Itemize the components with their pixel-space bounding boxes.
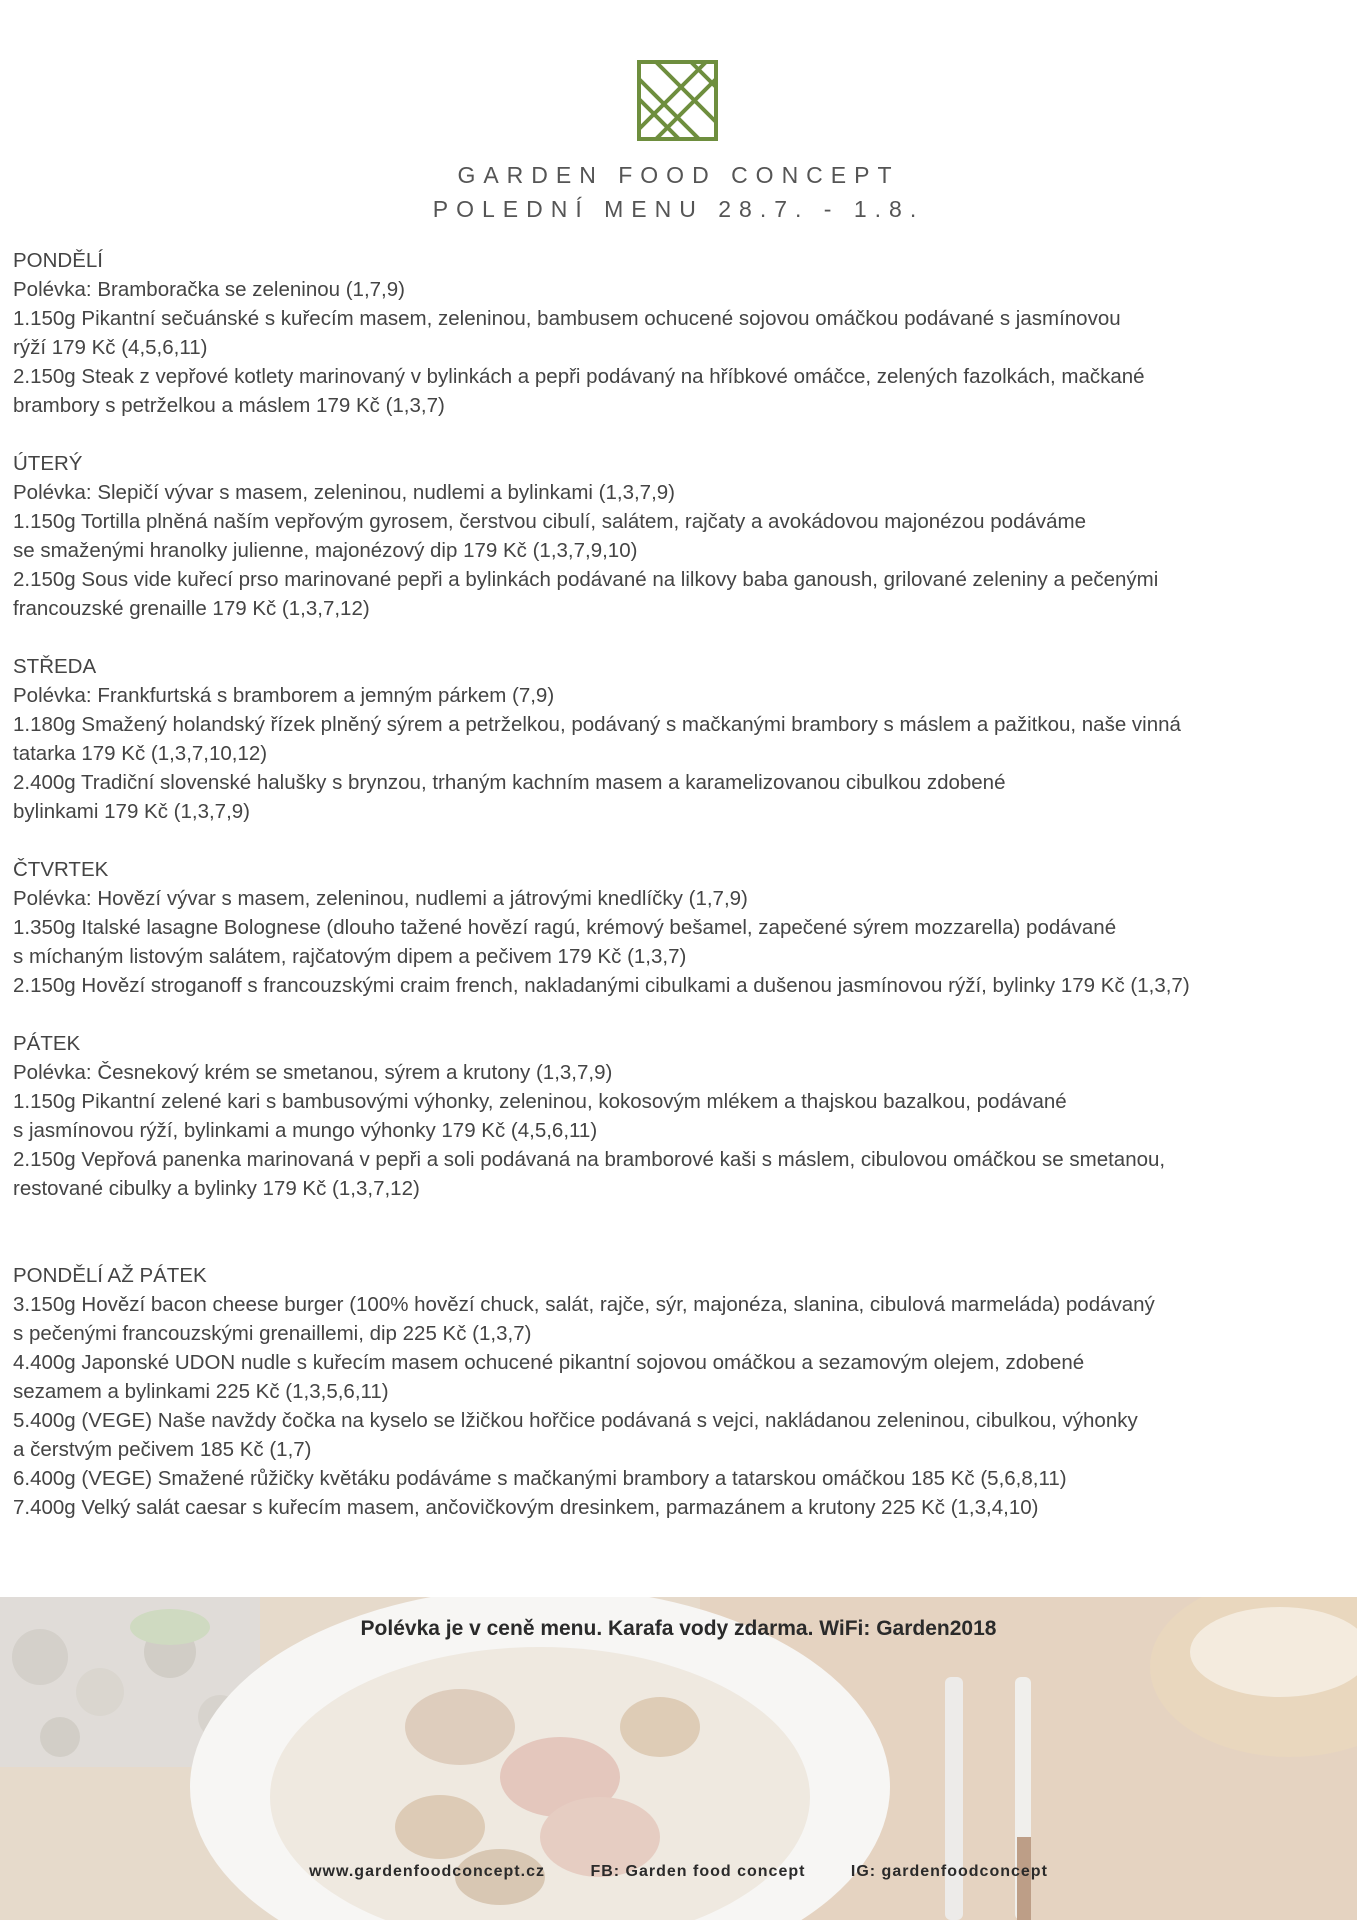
menu-line: francouzské grenaille 179 Kč (1,3,7,12): [13, 597, 370, 620]
brand-block: [0, 158, 1357, 226]
logo-icon: [636, 59, 719, 142]
day-name: PONDĚLÍ: [13, 249, 103, 272]
menu-line: 1.180g Smažený holandský řízek plněný sýrem a petrželkou, podávaný s mačkanými brambory s máslem a pažitkou, naše vinná: [13, 713, 1181, 736]
website-link[interactable]: www.gardenfoodconcept.cz: [309, 1863, 545, 1880]
menu-line: s jasmínovou rýží, bylinkami a mungo výhonky 179 Kč (4,5,6,11): [13, 1119, 598, 1142]
spacer: [13, 1232, 1348, 1261]
menu-line: sezamem a bylinkami 225 Kč (1,3,5,6,11): [13, 1380, 389, 1403]
menu-line: restované cibulky a bylinky 179 Kč (1,3,7,12): [13, 1177, 420, 1200]
menu-line: 2.150g Vepřová panenka marinovaná v pepři a soli podávaná na bramborové kaši s máslem, cibulovou omáčkou se smetanou,: [13, 1148, 1166, 1171]
menu-line: 1.150g Pikantní sečuánské s kuřecím masem, zeleninou, bambusem ochucené sojovou omáčkou podávané s jasmínovou: [13, 307, 1121, 330]
menu-line: bylinkami 179 Kč (1,3,7,9): [13, 800, 251, 823]
footer-note: Polévka je v ceně menu. Karafa vody zdarma. WiFi: Garden2018: [360, 1617, 997, 1640]
menu-line: se smaženými hranolky julienne, majonézový dip 179 Kč (1,3,7,9,10): [13, 539, 638, 562]
menu-line: 5.400g (VEGE) Naše navždy čočka na kyselo se lžičkou hořčice podávaná s vejci, nakládanou zeleninou, cibulkou, výhonky: [13, 1409, 1138, 1432]
day-tuesday: [13, 449, 1348, 623]
day-friday: [13, 1029, 1348, 1203]
menu-line: 1.350g Italské lasagne Bolognese (dlouho tažené hovězí ragú, krémový bešamel, zapečené sýrem mozzarella) podávané: [13, 916, 1117, 939]
menu-line: 3.150g Hovězí bacon cheese burger (100% hovězí chuck, salát, rajče, sýr, majonéza, slanina, cibulová marmeláda) podávaný: [13, 1293, 1155, 1316]
day-wednesday: [13, 652, 1348, 826]
menu-line: 7.400g Velký salát caesar s kuřecím masem, ančovičkovým dresinkem, parmazánem a krutony 225 Kč (1,3,4,10): [13, 1496, 1039, 1519]
day-name: ČTVRTEK: [13, 858, 109, 881]
footer-links: [0, 1863, 1357, 1881]
day-name: STŘEDA: [13, 655, 97, 678]
menu-line: 2.150g Steak z vepřové kotlety marinovaný v bylinkách a pepři podávaný na hříbkové omáčce, zelených fazolkách, mačkané: [13, 365, 1145, 388]
menu-line: 1.150g Tortilla plněná naším vepřovým gyrosem, čerstvou cibulí, salátem, rajčaty a avokádovou majonézou podáváme: [13, 510, 1087, 533]
menu-line: brambory s petrželkou a máslem 179 Kč (1,3,7): [13, 394, 445, 417]
menu-line: 1.150g Pikantní zelené kari s bambusovými výhonky, zeleninou, kokosovým mlékem a thajskou bazalkou, podávané: [13, 1090, 1067, 1113]
menu-line: 2.150g Hovězí stroganoff s francouzskými craim french, nakladanými cibulkami a dušenou jasmínovou rýží, bylinky 179 Kč (1,3,7): [13, 974, 1190, 997]
footer-banner: [0, 1597, 1357, 1920]
menu-line: s míchaným listovým salátem, rajčatovým dipem a pečivem 179 Kč (1,3,7): [13, 945, 687, 968]
menu-line: Polévka: Bramboračka se zeleninou (1,7,9): [13, 278, 405, 301]
weekly-menu: [13, 246, 1348, 1551]
menu-line: s pečenými francouzskými grenaillemi, dip 225 Kč (1,3,7): [13, 1322, 532, 1345]
menu-line: Polévka: Slepičí vývar s masem, zeleninou, nudlemi a bylinkami (1,3,7,9): [13, 481, 675, 504]
menu-line: Polévka: Hovězí vývar s masem, zeleninou, nudlemi a játrovými knedlíčky (1,7,9): [13, 887, 748, 910]
menu-line: tatarka 179 Kč (1,3,7,10,12): [13, 742, 268, 765]
day-name: PÁTEK: [13, 1032, 81, 1055]
day-name: PONDĚLÍ AŽ PÁTEK: [13, 1264, 207, 1287]
menu-line: a čerstvým pečivem 185 Kč (1,7): [13, 1438, 312, 1461]
day-name: ÚTERÝ: [13, 452, 83, 475]
menu-line: Polévka: Frankfurtská s bramborem a jemným párkem (7,9): [13, 684, 555, 707]
instagram-link[interactable]: IG: gardenfoodconcept: [850, 1863, 1048, 1880]
menu-line: 4.400g Japonské UDON nudle s kuřecím masem ochucené pikantní sojovou omáčkou a sezamovým olejem, zdobené: [13, 1351, 1085, 1374]
brand-name: GARDEN FOOD CONCEPT: [457, 162, 900, 188]
day-monday: [13, 246, 1348, 420]
day-thursday: [13, 855, 1348, 1000]
menu-line: 2.400g Tradiční slovenské halušky s brynzou, trhaným kachním masem a karamelizovanou cibulkou zdobené: [13, 771, 1006, 794]
menu-line: 2.150g Sous vide kuřecí prso marinované pepři a bylinkách podávané na lilkovy baba ganoush, grilované zeleniny a pečenými: [13, 568, 1159, 591]
menu-line: rýží 179 Kč (4,5,6,11): [13, 336, 208, 359]
day-monday-to-friday: [13, 1261, 1348, 1522]
facebook-link[interactable]: FB: Garden food concept: [590, 1863, 806, 1880]
menu-line: Polévka: Česnekový krém se smetanou, sýrem a krutony (1,3,7,9): [13, 1061, 613, 1084]
menu-title: POLEDNÍ MENU 28.7. - 1.8.: [432, 196, 925, 222]
menu-line: 6.400g (VEGE) Smažené růžičky květáku podáváme s mačkanými brambory a tatarskou omáčkou 185 Kč (5,6,8,11): [13, 1467, 1067, 1490]
